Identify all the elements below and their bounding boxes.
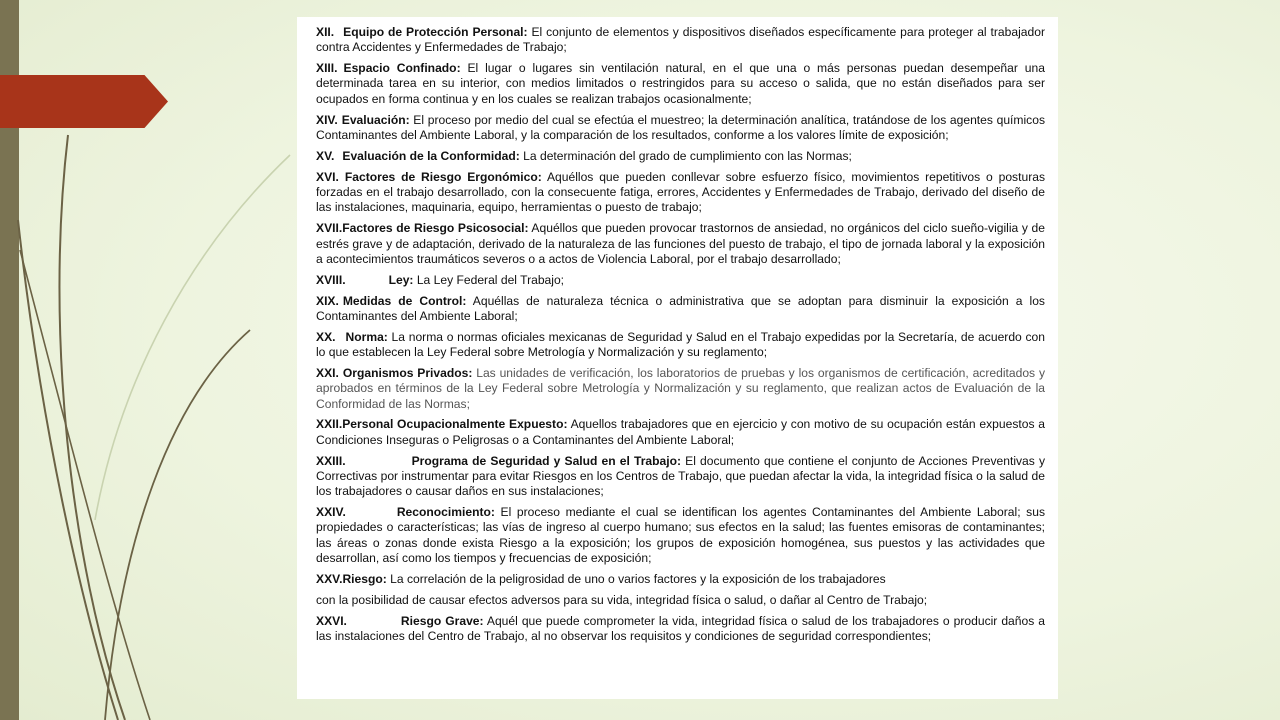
entry-term: Equipo de Protección Personal: <box>343 25 528 39</box>
entry-text: El documento que contiene el conjunto de Acciones Preventivas y Correctivas por instrumentar para evitar Riesgos en los Centros de Trabajo, que puedan afectar la vida, la integridad física o la salud de los trabajadores o causar daños en sus instalaciones; <box>316 453 1045 499</box>
entry-text: Aquéllos que pueden conllevar sobre esfuerzo físico, movimientos repetitivos o posturas forzadas en el trabajo desarrollado, con la consecuente fatiga, errores, Accidentes y Enfermedades de Trabajo, derivado del diseño de las instalaciones, maquinaria, equipo, herramientas o puesto de trabajo; <box>316 169 1045 215</box>
entry-term: Espacio Confinado: <box>343 61 461 76</box>
entry-text: La Ley Federal del Trabajo; <box>413 272 565 287</box>
definition-xvi <box>316 170 1045 216</box>
definition-xx <box>316 330 1045 361</box>
entry-number: XIX. <box>316 293 339 308</box>
definition-xxv <box>316 572 1045 587</box>
entry-text: El proceso por medio del cual se efectúa el muestreo; la determinación analítica, tratándose de los agentes químicos Contaminantes del Ambiente Laboral, y la comparación de los resultados, conforme a los valores límite de exposición; <box>316 112 1045 142</box>
definition-xv <box>316 149 1045 164</box>
definition-xiii <box>316 61 1045 107</box>
entry-number: XIV. <box>316 112 338 127</box>
definition-xxvi <box>316 614 1045 645</box>
definition-xxiv <box>316 505 1045 566</box>
entry-number: XX. <box>316 329 336 344</box>
definition-xxv-continuation <box>316 593 1045 608</box>
entry-term: Riesgo: <box>342 571 387 586</box>
entry-number: XXII. <box>316 417 343 432</box>
definition-xxiii <box>316 454 1045 500</box>
entry-number: XVIII. <box>316 272 346 287</box>
entry-number: XXIV. <box>316 505 346 520</box>
entry-text: Aquellos trabajadores que en ejercicio y con motivo de su ocupación están expuestos a Condiciones Inseguras o Peligrosas o a Contaminantes del Ambiente Laboral; <box>316 417 1045 447</box>
entry-text: con la posibilidad de causar efectos adversos para su vida, integridad física o salud, o dañar al Centro de Trabajo; <box>316 592 928 607</box>
entry-term: Reconocimiento: <box>396 505 495 520</box>
entry-text: El lugar o lugares sin ventilación natural, en el que una o más personas puedan desempeñar una determinada tarea en su interior, con medios limitados o restringidos para su acceso o salida, que no están diseñados para ser ocupados en forma continua y en los cuales se realizan trabajos ocasionalmente; <box>316 61 1045 106</box>
entry-number: XXIII. <box>316 453 346 468</box>
definition-xiv <box>316 113 1045 144</box>
entry-text: Aquéllos que pueden provocar trastornos de ansiedad, no orgánicos del ciclo sueño-vigilia y de estrés grave y de adaptación, derivado de la naturaleza de las funciones del puesto de trabajo, el tipo de jornada laboral y la exposición a acontecimientos traumáticos severos o a actos de Violencia Laboral, por el trabajo desarrollado; <box>316 221 1045 266</box>
entry-number: XV. <box>316 148 335 163</box>
entry-text: La norma o normas oficiales mexicanas de Seguridad y Salud en el Trabajo expedidas por la Secretaría, de acuerdo con lo que establecen la Ley Federal sobre Metrología y Normalización y su reglamento; <box>316 329 1045 360</box>
entry-text: Las unidades de verificación, los laboratorios de pruebas y los organismos de certificación, acreditados y aprobados en términos de la Ley Federal sobre Metrología y Normalización y su reglamento, que realizan actos de Evaluación de la Conformidad de las Normas; <box>316 365 1045 411</box>
entry-text: La determinación del grado de cumplimiento con las Normas; <box>519 148 852 163</box>
definition-xix <box>316 294 1045 325</box>
entry-term: Personal Ocupacionalmente Expuesto: <box>342 417 568 432</box>
entry-text: Aquél que puede comprometer la vida, integridad física o salud de los trabajadores o producir daños a las instalaciones del Centro de Trabajo, al no observar los requisitos y condiciones de seguridad correspondientes; <box>316 613 1046 643</box>
definition-xxi <box>316 366 1045 412</box>
entry-number: XXVI. <box>316 613 347 628</box>
entry-term: Ley: <box>388 272 414 287</box>
entry-term: Evaluación: <box>341 112 410 127</box>
definition-xvii <box>316 221 1045 267</box>
entry-term: Programa de Seguridad y Salud en el Trabajo: <box>411 453 682 468</box>
entry-number: XIII. <box>316 61 338 76</box>
entry-number: XXV. <box>316 571 343 586</box>
entry-text: Aquéllas de naturaleza técnica o administrativa que se adoptan para disminuir la exposición a los Contaminantes del Ambiente Laboral; <box>316 293 1045 323</box>
entry-number: XVII. <box>316 221 343 236</box>
entry-term: Factores de Riesgo Psicosocial: <box>342 221 529 236</box>
entry-number: XVI. <box>316 169 339 184</box>
entry-term: Factores de Riesgo Ergonómico: <box>344 169 542 184</box>
entry-term: Riesgo Grave: <box>400 613 484 628</box>
entry-number: XXI. <box>316 365 339 380</box>
entry-text: La correlación de la peligrosidad de uno o varios factores y la exposición de los trabajadores <box>386 571 886 586</box>
definition-xii <box>316 25 1045 56</box>
entry-text: El conjunto de elementos y dispositivos diseñados específicamente para proteger al trabajador contra Accidentes y Enfermedades de Trabajo; <box>316 25 1045 55</box>
entry-text: El proceso mediante el cual se identifican los agentes Contaminantes del Ambiente Laboral; sus propiedades o características; las vías de ingreso al cuerpo humano; sus efectos en la salud; las fuentes emisoras de contaminantes; las áreas o zonas donde exista Riesgo a la exposición; los grupos de exposición homogénea, sus puestos y las actividades que desarrollan, así como los tiempos y frecuencias de exposición; <box>316 505 1045 566</box>
entry-term: Organismos Privados: <box>342 365 473 380</box>
entry-term: Medidas de Control: <box>342 293 467 308</box>
definition-xviii <box>316 273 1045 288</box>
entry-term: Norma: <box>345 329 388 344</box>
document-page <box>297 17 1058 699</box>
entry-number: XII. <box>316 25 335 39</box>
entry-term: Evaluación de la Conformidad: <box>342 148 520 163</box>
definition-xxii <box>316 417 1045 448</box>
arrow-tab-shape <box>0 75 168 128</box>
